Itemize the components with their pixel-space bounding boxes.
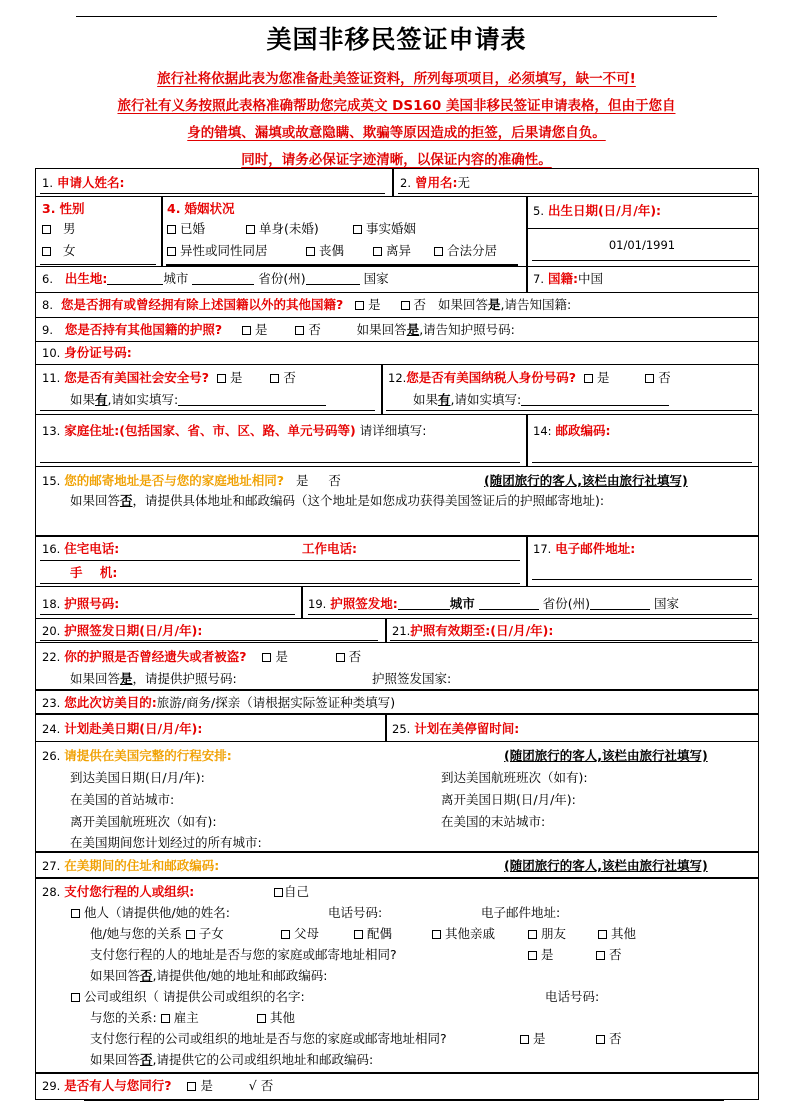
payer-other-option[interactable]: 他人（请提供他/她的姓名: bbox=[71, 905, 230, 921]
checkbox-icon[interactable] bbox=[306, 247, 315, 256]
relation-option-parents[interactable]: 父母 bbox=[281, 926, 319, 942]
checkbox-icon[interactable] bbox=[274, 888, 283, 897]
company-relation: 与您的关系: 雇主 bbox=[90, 1010, 199, 1025]
field-ssn: 11. 您是否有美国社会安全号? 是 否 bbox=[42, 370, 296, 385]
field-passport-issue-date[interactable]: 20. 护照签发日期(日/月/年): bbox=[42, 623, 203, 638]
field-payer: 28. 支付您行程的人或组织: bbox=[42, 884, 195, 899]
group-note: (随团旅行的客人,该栏由旅行社填写) bbox=[484, 473, 688, 488]
row-mailing-address bbox=[36, 467, 758, 537]
row-passport-lost bbox=[36, 643, 758, 691]
row-passport-dates bbox=[36, 619, 758, 643]
marital-option-widowed[interactable]: 丧偶 bbox=[306, 243, 344, 259]
field-passport-expiry[interactable]: 21.护照有效期至:(日/月/年): bbox=[392, 623, 554, 638]
checkbox-icon[interactable] bbox=[596, 951, 605, 960]
field-passport-number: 18. 护照号码: bbox=[42, 596, 120, 611]
row-other-passport bbox=[36, 318, 758, 342]
row-itinerary bbox=[36, 742, 758, 853]
checkbox-icon[interactable] bbox=[167, 225, 176, 234]
checkbox-icon[interactable] bbox=[401, 301, 410, 310]
field-work-phone[interactable]: 工作电话: bbox=[302, 541, 357, 556]
row-us-address bbox=[36, 853, 758, 879]
payer-relation: 他/她与您的关系 子女 bbox=[90, 926, 224, 941]
row-trip-plan bbox=[36, 715, 758, 742]
checkbox-icon[interactable] bbox=[584, 374, 593, 383]
field-other-nationality: 8. 您是否拥有或曾经拥有除上述国籍以外的其他国籍? 是 否 如果回答是,请告知国籍: bbox=[42, 297, 572, 312]
payer-company-phone[interactable]: 电话号码: bbox=[545, 989, 600, 1004]
gender-option-female[interactable]: 女 bbox=[42, 243, 75, 259]
marital-option-single[interactable]: 单身(未婚) bbox=[246, 221, 319, 237]
payer-address-input[interactable]: 如果回答否,请提供他/她的地址和邮政编码: bbox=[90, 968, 328, 983]
checkbox-icon[interactable] bbox=[528, 930, 537, 939]
row-visit-purpose bbox=[36, 691, 758, 715]
field-itinerary: 26. 请提供在美国完整的行程安排: bbox=[42, 748, 232, 763]
group-note: (随团旅行的客人,该栏由旅行社填写) bbox=[504, 858, 708, 873]
itinerary-departure-date[interactable]: 离开美国日期(日/月/年): bbox=[441, 792, 576, 807]
relation-option-spouse[interactable]: 配偶 bbox=[354, 926, 392, 942]
former-name-input[interactable] bbox=[398, 193, 752, 194]
field-visit-purpose[interactable]: 23. 您此次访美目的:旅游/商务/探亲（请根据实际签证种类填写) bbox=[42, 695, 396, 710]
payer-same-no[interactable]: 否 bbox=[596, 947, 622, 963]
field-arrival-date[interactable]: 24. 计划赴美日期(日/月/年): bbox=[42, 721, 203, 736]
checkbox-icon[interactable] bbox=[354, 930, 363, 939]
bottom-rule bbox=[84, 1100, 724, 1101]
row-payer bbox=[36, 879, 758, 1074]
marital-option-separated[interactable]: 合法分居 bbox=[434, 243, 497, 259]
payer-other-phone[interactable]: 电话号码: bbox=[328, 905, 383, 920]
checkbox-icon[interactable] bbox=[262, 653, 271, 662]
itinerary-last-city[interactable]: 在美国的末站城市: bbox=[441, 814, 546, 829]
field-former-name: 2. 曾用名:无 bbox=[400, 175, 470, 190]
relation-option-other[interactable]: 其他 bbox=[598, 926, 636, 942]
field-itin: 12.您是否有美国纳税人身份号码? 是 否 bbox=[388, 370, 671, 385]
row-home-address bbox=[36, 415, 758, 467]
field-passport-lost: 22. 你的护照是否曾经遗失或者被盗? 是 否 bbox=[42, 649, 362, 664]
field-email: 17. 电子邮件地址: bbox=[533, 541, 636, 556]
ssn-input[interactable]: 如果有,请如实填写: bbox=[70, 392, 326, 408]
checkbox-icon[interactable] bbox=[432, 930, 441, 939]
payer-same-yes[interactable]: 是 bbox=[528, 947, 554, 963]
check-mark-icon[interactable]: √ bbox=[248, 1078, 257, 1093]
mailing-address-input[interactable]: 如果回答否，请提供具体地址和邮政编码（这个地址是如您成功获得美国签证后的护照邮寄地址): bbox=[70, 493, 605, 508]
company-relation-other[interactable]: 其他 bbox=[257, 1010, 295, 1026]
field-mailing-same: 15. 您的邮寄地址是否与您的家庭地址相同? 是 否 bbox=[42, 473, 341, 488]
checkbox-icon[interactable] bbox=[336, 653, 345, 662]
field-companions: 29. 是否有人与您同行? 是 √ 否 bbox=[42, 1078, 274, 1093]
payer-same-address: 支付您行程的人的地址是否与您的家庭或邮寄地址相同? bbox=[90, 947, 397, 962]
itinerary-arrival-date[interactable]: 到达美国日期(日/月/年): bbox=[70, 770, 205, 785]
field-nationality[interactable]: 7. 国籍:中国 bbox=[533, 271, 603, 286]
checkbox-icon[interactable] bbox=[42, 247, 51, 256]
field-home-phone[interactable]: 16. 住宅电话: bbox=[42, 541, 120, 556]
company-same-yes[interactable]: 是 bbox=[520, 1031, 546, 1047]
application-form bbox=[35, 168, 759, 1100]
field-home-address: 13. 家庭住址:(包括国家、省、市、区、路、单元号码等) 请详细填写: bbox=[42, 423, 427, 438]
checkbox-icon[interactable] bbox=[598, 930, 607, 939]
passport-number-input[interactable] bbox=[40, 614, 295, 615]
row-other-nationality bbox=[36, 293, 758, 318]
field-us-address[interactable]: 27. 在美期间的住址和邮政编码: bbox=[42, 858, 220, 873]
checkbox-icon[interactable] bbox=[186, 930, 195, 939]
checkbox-icon[interactable] bbox=[71, 993, 80, 1002]
notice-line-1: 旅行社将依据此表为您准备赴美签证资料，所列每项项目，必须填写，缺一不可! bbox=[157, 71, 636, 87]
row-companions bbox=[36, 1074, 758, 1098]
checkbox-icon[interactable] bbox=[645, 374, 654, 383]
row-phones-email bbox=[36, 537, 758, 587]
notice-line-3: 身的错填、漏填或故意隐瞒、欺骗等原因造成的拒签，后果请您自负。 bbox=[187, 125, 606, 141]
marital-option-common-law[interactable]: 事实婚姻 bbox=[353, 221, 416, 237]
lost-passport-country-input[interactable]: 护照签发国家: bbox=[372, 671, 452, 686]
marital-option-divorced[interactable]: 离异 bbox=[373, 243, 411, 259]
itinerary-first-city[interactable]: 在美国的首站城市: bbox=[70, 792, 175, 807]
checkbox-icon[interactable] bbox=[353, 225, 362, 234]
payer-other-email[interactable]: 电子邮件地址: bbox=[481, 905, 561, 920]
checkbox-icon[interactable] bbox=[355, 301, 364, 310]
notice-line-2: 旅行社有义务按照此表格准确帮助您完成英文 DS160 美国非移民签证申请表格，但由于您自 bbox=[117, 98, 676, 114]
group-note: (随团旅行的客人,该栏由旅行社填写) bbox=[504, 748, 708, 763]
lost-passport-number-input[interactable]: 如果回答是，请提供护照号码: bbox=[70, 671, 237, 686]
home-address-input[interactable] bbox=[40, 462, 520, 463]
row-id-number bbox=[36, 342, 758, 365]
row-gender-marital-dob bbox=[36, 197, 758, 267]
payer-self-option[interactable]: 自己 bbox=[274, 884, 309, 900]
checkbox-icon[interactable] bbox=[528, 951, 537, 960]
field-postal-code: 14: 邮政编码: bbox=[533, 423, 611, 438]
marital-option-married[interactable]: 已婚 bbox=[167, 221, 205, 237]
checkbox-icon[interactable] bbox=[161, 1014, 170, 1023]
checkbox-icon[interactable] bbox=[596, 1035, 605, 1044]
row-names bbox=[36, 169, 758, 197]
top-rule bbox=[76, 16, 717, 17]
relation-option-relatives[interactable]: 其他亲戚 bbox=[432, 926, 495, 942]
field-mobile[interactable]: 手 机: bbox=[70, 565, 118, 580]
checkbox-icon[interactable] bbox=[242, 326, 251, 335]
checkbox-icon[interactable] bbox=[167, 247, 176, 256]
checkbox-icon[interactable] bbox=[187, 1082, 196, 1091]
form-title: 美国非移民签证申请表 bbox=[266, 25, 527, 54]
row-birthplace-nationality bbox=[36, 267, 758, 293]
field-marital-status: 4. 婚姻状况 bbox=[167, 201, 235, 216]
field-birthplace[interactable]: 6. 出生地: 城市 省份(州) 国家 bbox=[42, 271, 389, 286]
dob-value[interactable]: 01/01/1991 bbox=[608, 238, 676, 252]
checkbox-icon[interactable] bbox=[246, 225, 255, 234]
checkbox-icon[interactable] bbox=[520, 1035, 529, 1044]
gender-option-male[interactable]: 男 bbox=[42, 221, 75, 237]
row-ssn-itin bbox=[36, 365, 758, 415]
email-input[interactable] bbox=[532, 579, 752, 580]
checkbox-icon[interactable] bbox=[434, 247, 443, 256]
checkbox-icon[interactable] bbox=[295, 326, 304, 335]
checkbox-icon[interactable] bbox=[270, 374, 279, 383]
checkbox-icon[interactable] bbox=[42, 225, 51, 234]
field-gender: 3. 性别 bbox=[42, 201, 85, 216]
company-address-input[interactable]: 如果回答否,请提供它的公司或组织地址和邮政编码: bbox=[90, 1052, 374, 1067]
itinerary-arrival-flight[interactable]: 到达美国航班班次（如有): bbox=[441, 770, 588, 785]
relation-option-friend[interactable]: 朋友 bbox=[528, 926, 566, 942]
itin-input[interactable]: 如果有,请如实填写: bbox=[413, 392, 669, 408]
postal-code-input[interactable] bbox=[532, 462, 752, 463]
itinerary-departure-flight[interactable]: 离开美国航班班次（如有): bbox=[70, 814, 217, 829]
field-id-number[interactable]: 10. 身份证号码: bbox=[42, 345, 132, 360]
field-stay-length[interactable]: 25. 计划在美停留时间: bbox=[392, 721, 520, 736]
notice-line-4: 同时，请务必保证字迹清晰，以保证内容的准确性。 bbox=[241, 152, 552, 168]
checkbox-icon[interactable] bbox=[71, 909, 80, 918]
company-same-address: 支付您行程的公司或组织的地址是否与您的家庭或邮寄地址相同? bbox=[90, 1031, 447, 1046]
checkbox-icon[interactable] bbox=[257, 1014, 266, 1023]
company-same-no[interactable]: 否 bbox=[596, 1031, 622, 1047]
row-passport bbox=[36, 587, 758, 619]
checkbox-icon[interactable] bbox=[373, 247, 382, 256]
checkbox-icon[interactable] bbox=[217, 374, 226, 383]
field-other-passport: 9. 您是否持有其他国籍的护照? 是 否 如果回答是,请告知护照号码: bbox=[42, 322, 515, 337]
payer-company-option[interactable]: 公司或组织（ 请提供公司或组织的名字: bbox=[71, 989, 305, 1005]
field-applicant-name: 1. 申请人姓名: bbox=[42, 175, 125, 190]
applicant-name-input[interactable] bbox=[40, 193, 385, 194]
checkbox-icon[interactable] bbox=[281, 930, 290, 939]
field-passport-issue-place[interactable]: 19. 护照签发地: 城市 省份(州) 国家 bbox=[308, 596, 680, 611]
field-dob: 5. 出生日期(日/月/年): bbox=[533, 203, 662, 218]
itinerary-all-cities[interactable]: 在美国期间您计划经过的所有城市: bbox=[70, 835, 262, 850]
marital-option-cohabiting[interactable]: 异性或同性同居 bbox=[167, 243, 268, 259]
